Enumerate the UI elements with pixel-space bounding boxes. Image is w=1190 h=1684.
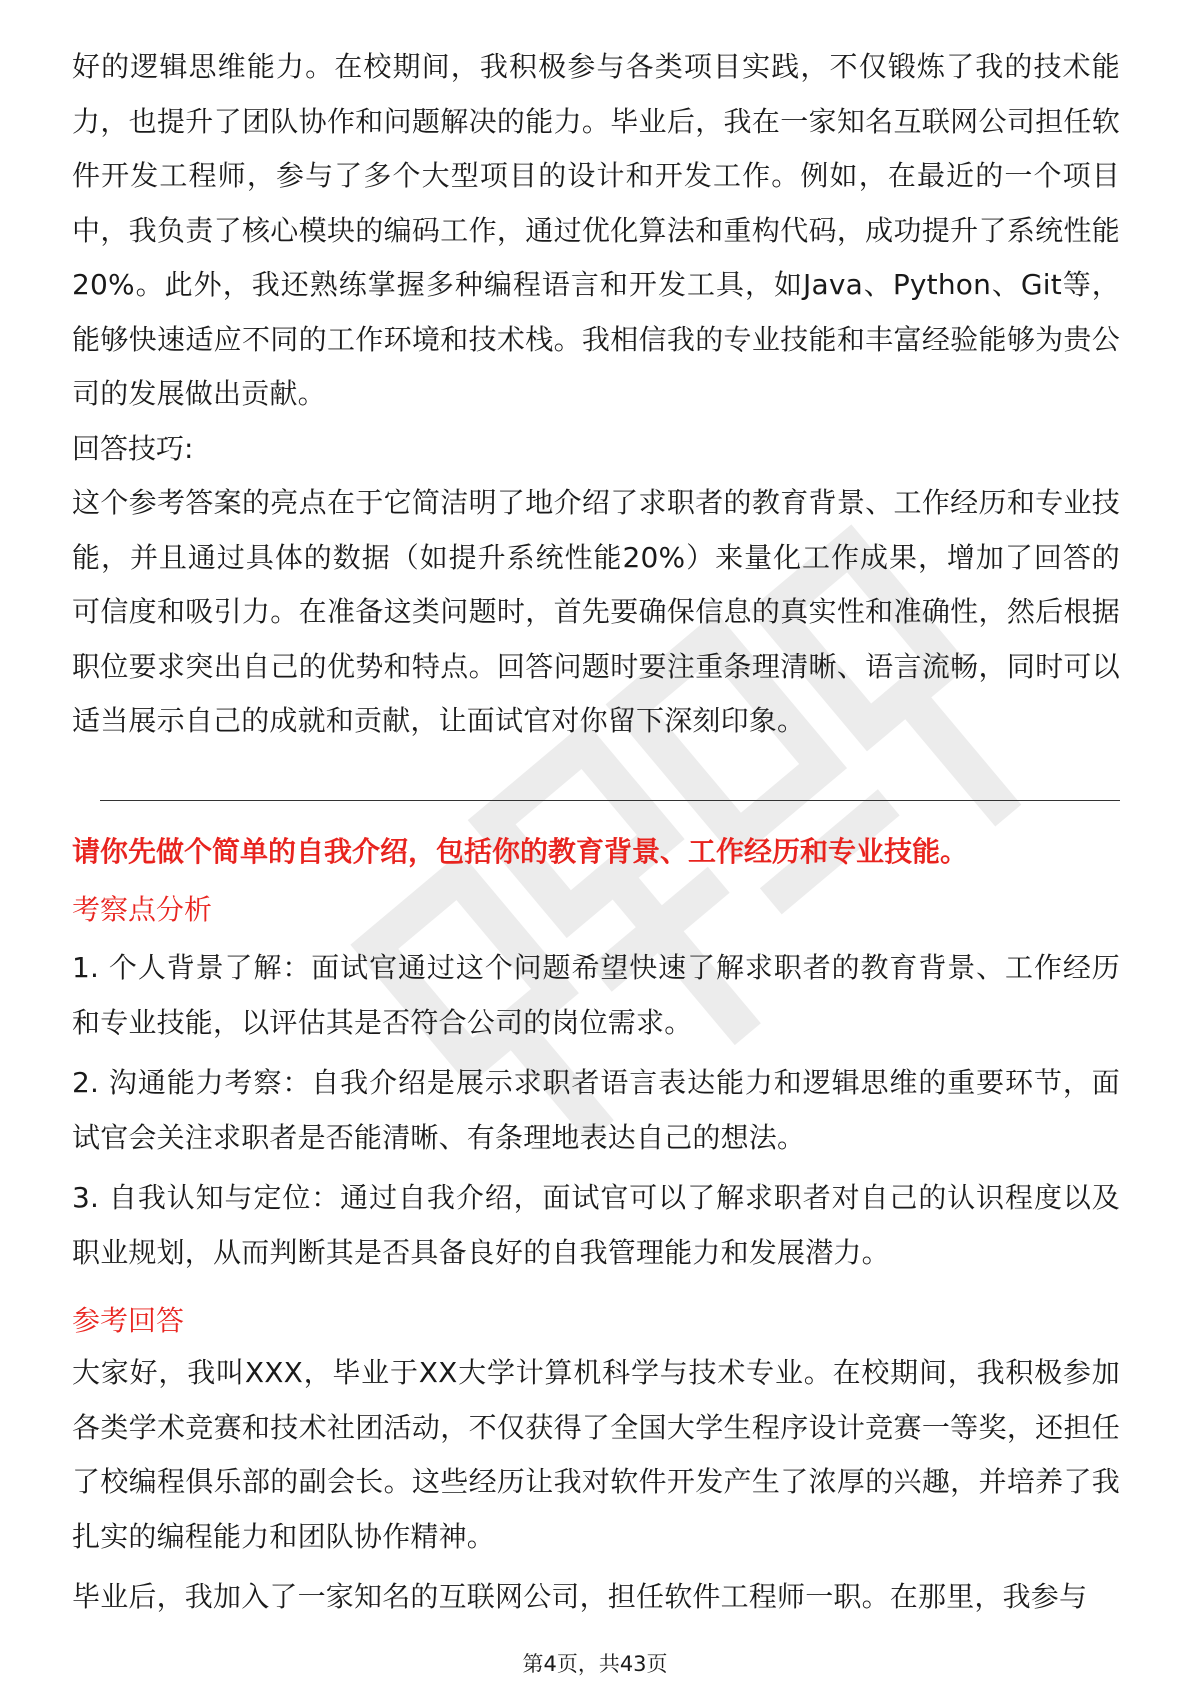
- reference-paragraph: 大家好，我叫XXX，毕业于XX大学计算机科学与技术专业。在校期间，我积极参加各类学术竞赛和技术社团活动，不仅获得了全国大学生程序设计竞赛一等奖，还担任了校编程俱乐部的副会长。这些经历让我对软件开发产生了浓厚的兴趣，并培养了我扎实的编程能力和团队协作精神。: [72, 1356, 1120, 1553]
- question-section: [72, 885, 1120, 1625]
- tips-label: 回答技巧:: [72, 431, 194, 465]
- tips-paragraph: 这个参考答案的亮点在于它简洁明了地介绍了求职者的教育背景、工作经历和专业技能，并且通过具体的数据（如提升系统性能20%）来量化工作成果，增加了回答的可信度和吸引力。在准备这类问题时，首先要确保信息的真实性和准确性，然后根据职位要求突出自己的优势和特点。回答问题时要注重条理清晰、语言流畅，同时可以适当展示自己的成就和贡献，让面试官对你留下深刻印象。: [72, 486, 1120, 737]
- reference-heading: 参考回答: [72, 1304, 185, 1337]
- intro-paragraph: 好的逻辑思维能力。在校期间，我积极参与各类项目实践，不仅锻炼了我的技术能力，也提升了团队协作和问题解决的能力。毕业后，我在一家知名互联网公司担任软件开发工程师，参与了多个大型项目的设计和开发工作。例如，在最近的一个项目中，我负责了核心模块的编码工作，通过优化算法和重构代码，成功提升了系统性能20%。此外，我还熟练掌握多种编程语言和开发工具，如Java、Python、Git等，能够快速适应不同的工作环境和技术栈。我相信我的专业技能和丰富经验能够为贵公司的发展做出贡献。: [72, 50, 1120, 410]
- analysis-heading: 考察点分析: [72, 893, 213, 926]
- page-number-footer: 第4页，共43页: [522, 1652, 668, 1676]
- section-divider: [100, 800, 1120, 801]
- analysis-point: 1. 个人背景了解：面试官通过这个问题希望快速了解求职者的教育背景、工作经历和专业技能，以评估其是否符合公司的岗位需求。: [72, 951, 1120, 1039]
- analysis-point: 3. 自我认知与定位：通过自我介绍，面试官可以了解求职者对自己的认识程度以及职业规划，从而判断其是否具备良好的自我管理能力和发展潜力。: [72, 1181, 1120, 1269]
- interview-question: 请你先做个简单的自我介绍，包括你的教育背景、工作经历和专业技能。: [72, 835, 969, 868]
- page-body-top: [72, 40, 1120, 749]
- analysis-point: 2. 沟通能力考察：自我介绍是展示求职者语言表达能力和逻辑思维的重要环节，面试官会关注求职者是否能清晰、有条理地表达自己的想法。: [72, 1066, 1120, 1154]
- reference-paragraph: 毕业后，我加入了一家知名的互联网公司，担任软件工程师一职。在那里，我参与: [72, 1580, 1088, 1613]
